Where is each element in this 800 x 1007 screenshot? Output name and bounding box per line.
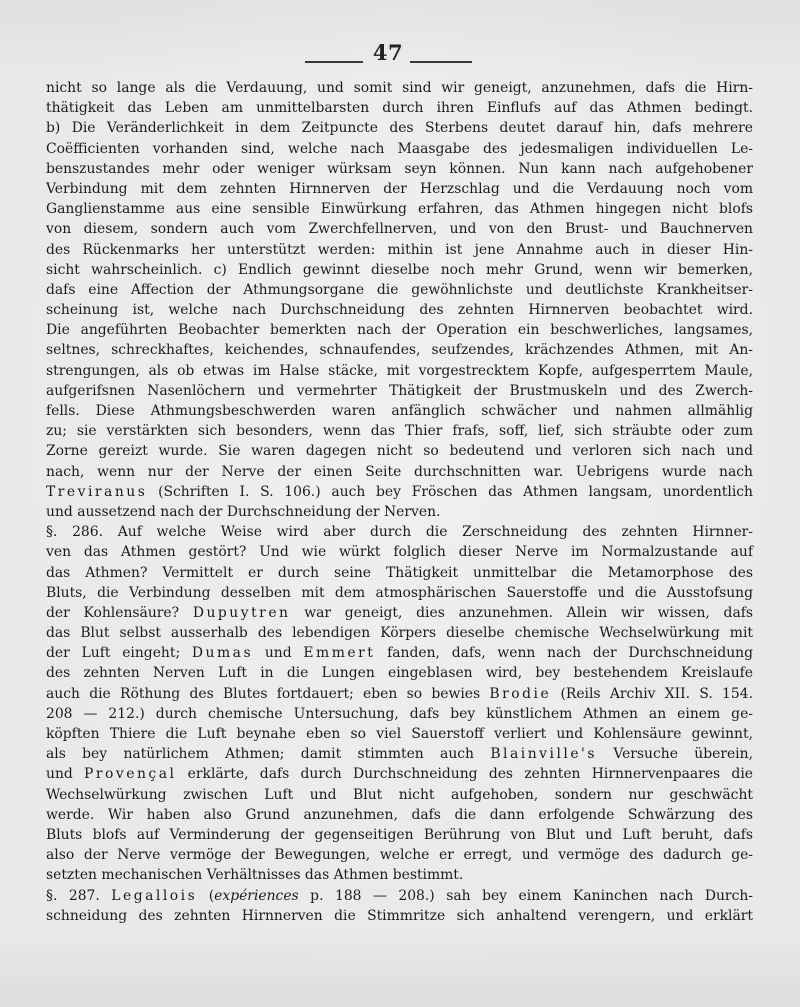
line-text: aufgerifsnen Nasenlöchern und vermehrter Thätigkeit der Brustmuskeln und des Zwerch- bbox=[46, 382, 753, 399]
line-text: thätigkeit das Leben am unmittelbarsten durch ihren Einflufs auf das Athmen bedingt. bbox=[46, 100, 753, 117]
line-text: b) Die Veränderlichkeit in dem Zeitpuncte des Sterbens deutet darauf hin, dafs mehrere bbox=[46, 120, 753, 137]
header-rule-right bbox=[410, 61, 472, 63]
text-line bbox=[46, 78, 753, 98]
line-text: der Kohlensäure? bbox=[46, 604, 193, 621]
text-line bbox=[46, 785, 753, 805]
line-text: Versuche überein, bbox=[597, 746, 753, 763]
text-line bbox=[46, 663, 753, 683]
text-line bbox=[46, 361, 753, 381]
line-text: Zorne gereizt wurde. Sie waren dagegen nicht so bedeutend und verloren sich nach und bbox=[46, 443, 753, 460]
text-line bbox=[46, 583, 753, 603]
line-text: setzten mechanischen Verhältnisses das Athmen bestimmt. bbox=[46, 867, 464, 884]
spaced-name: Dupuytren bbox=[192, 604, 291, 621]
line-text: des Rückenmarks her unterstützt werden: mithin ist jene Annahme auch in dieser Hin- bbox=[46, 241, 753, 258]
text-line bbox=[46, 421, 753, 441]
text-line bbox=[46, 502, 753, 522]
line-text: scheinung ist, welche nach Durchschneidung des zehnten Hirnnerven beobachtet wird. bbox=[46, 302, 753, 319]
line-text: Ganglienstamme aus eine sensible Einwürkung erfahren, das Athmen hingegen nicht blofs bbox=[46, 201, 753, 218]
text-line bbox=[46, 260, 753, 280]
line-text: Bluts, die Verbindung desselben mit dem atmosphärischen Sauerstoffe und die Ausstofsung bbox=[46, 584, 753, 601]
line-text: dafs eine Affection der Athmungsorgane die gewöhnlichste und deutlichste Krankheitser- bbox=[46, 281, 753, 298]
line-text: Coëfficienten vorhanden sind, welche nach Maasgabe des jedesmaligen individuellen Le- bbox=[46, 140, 753, 157]
text-line bbox=[46, 280, 753, 300]
line-text: strengungen, als ob etwas im Halse stäcke, mit vorgestrecktem Kopfe, aufgesperrtem Maule, bbox=[46, 362, 753, 379]
line-text: Wechselwürkung zwischen Luft und Blut nicht aufgehoben, sondern nur geschwächt bbox=[46, 786, 753, 803]
italic-text: expériences bbox=[214, 887, 299, 904]
text-line bbox=[46, 704, 753, 724]
line-text: und bbox=[253, 645, 304, 662]
line-text: köpften Thiere die Luft beynahe eben so viel Sauerstoff verliert und Kohlensäure gewinnt, bbox=[46, 726, 753, 742]
text-line bbox=[46, 845, 753, 865]
page-number: 47 bbox=[372, 40, 404, 65]
text-line bbox=[46, 98, 753, 118]
line-text: seltnes, schreckhaftes, keichendes, schnaufendes, seufzendes, krächzendes Athmen, mit An- bbox=[46, 342, 753, 359]
line-text: Bluts blofs auf Verminderung der gegenseitigen Berührung von Blut und Luft beruht, dafs bbox=[46, 826, 753, 843]
line-text: (Schriften I. S. 106.) auch bey Fröschen das Athmen langsam, unordentlich bbox=[147, 483, 753, 500]
spaced-name: Treviranus bbox=[46, 483, 148, 500]
text-line bbox=[46, 462, 753, 482]
text-line bbox=[46, 179, 753, 199]
text-line bbox=[46, 139, 753, 159]
text-line bbox=[46, 522, 753, 542]
line-text: Die angeführten Beobachter bemerkten nach der Operation ein beschwerliches, langsames, bbox=[46, 322, 753, 339]
line-text: benszustandes mehr oder weniger würksam seyn können. Nun kann nach aufgehobener bbox=[46, 160, 753, 177]
spaced-name: Dumas bbox=[191, 645, 254, 662]
text-line bbox=[46, 482, 753, 502]
spaced-name: Provençal bbox=[84, 766, 177, 783]
text-line bbox=[46, 724, 753, 744]
text-line bbox=[46, 805, 753, 825]
spaced-name: Blainville's bbox=[490, 746, 597, 763]
line-text: zu; sie verstärkten sich besonders, wenn das Thier frafs, soff, lief, sich sträubte oder zum bbox=[46, 423, 753, 440]
body-text bbox=[46, 78, 753, 926]
text-line bbox=[46, 865, 753, 885]
text-line bbox=[46, 886, 753, 906]
text-line bbox=[46, 764, 753, 784]
line-text: sicht wahrscheinlich. c) Endlich gewinnt dieselbe noch mehr Grund, wenn wir bemerken, bbox=[46, 261, 753, 278]
line-text: 208 — 212.) durch chemische Untersuchung, dafs bey künstlichem Athmen an einem ge- bbox=[46, 705, 753, 722]
text-line bbox=[46, 240, 753, 260]
line-text: Verbindung mit dem zehnten Hirnnerven der Herzschlag und die Verdauung noch vom bbox=[46, 180, 753, 197]
text-line bbox=[46, 744, 753, 764]
text-line bbox=[46, 219, 753, 239]
text-line bbox=[46, 563, 753, 583]
line-text: fanden, dafs, wenn nach der Durchschneidung bbox=[375, 645, 753, 662]
text-line bbox=[46, 542, 753, 562]
line-text: schneidung des zehnten Hirnnerven die Stimmritze sich anhaltend verengern, und erklärt bbox=[46, 907, 753, 924]
line-text: (Reils Archiv XII. S. 154. bbox=[551, 685, 753, 702]
text-line bbox=[46, 623, 753, 643]
text-line bbox=[46, 643, 753, 663]
text-line bbox=[46, 906, 753, 926]
text-line bbox=[46, 684, 753, 704]
line-text: als bey natürlichem Athmen; damit stimmten auch bbox=[46, 746, 491, 763]
line-text: war geneigt, dies anzunehmen. Allein wir wissen, dafs bbox=[290, 604, 754, 621]
header-rule-left bbox=[305, 61, 363, 63]
text-line bbox=[46, 199, 753, 219]
line-text: nach, wenn nur der Nerve der einen Seite durchschnitten war. Uebrigens wurde nach bbox=[46, 463, 753, 480]
spaced-name: Brodie bbox=[489, 685, 552, 702]
line-text: des zehnten Nerven Luft in die Lungen eingeblasen wird, bey bestehendem Kreislaufe bbox=[46, 665, 753, 682]
text-line bbox=[46, 118, 753, 138]
line-text: nicht so lange als die Verdauung, und somit sind wir geneigt, anzunehmen, dafs die Hirn- bbox=[46, 80, 753, 96]
line-text: der Luft eingeht; bbox=[46, 645, 192, 662]
line-text: und bbox=[46, 766, 85, 783]
text-line bbox=[46, 441, 753, 461]
spaced-name: Legallois bbox=[111, 887, 198, 904]
page-header bbox=[0, 36, 800, 76]
line-text: fells. Diese Athmungsbeschwerden waren anfänglich schwächer und nahmen allmählig bbox=[46, 403, 753, 419]
text-line bbox=[46, 603, 753, 623]
line-text: ven das Athmen gestört? Und wie würkt folglich dieser Nerve im Normalzustande auf bbox=[46, 544, 753, 561]
line-text: von diesem, sondern auch vom Zwerchfellnerven, und von den Brust- und Bauchnerven bbox=[46, 221, 753, 238]
text-line bbox=[46, 300, 753, 320]
line-text: also der Nerve vermöge der Bewegungen, welche er erregt, und vermöge des dadurch ge- bbox=[46, 847, 753, 864]
line-text: und aussetzend nach der Durchschneidung der Nerven. bbox=[46, 503, 441, 520]
text-line bbox=[46, 320, 753, 340]
text-line bbox=[46, 825, 753, 845]
line-text: §. 286. Auf welche Weise wird aber durch die Zerschneidung des zehnten Hirnner- bbox=[46, 524, 753, 541]
text-line bbox=[46, 381, 753, 401]
line-text: p. 188 — 208.) sah bey einem Kaninchen nach Durch- bbox=[298, 887, 753, 904]
spaced-name: Emmert bbox=[303, 645, 376, 662]
line-text: ( bbox=[197, 887, 215, 904]
line-text: §. 287. bbox=[46, 887, 112, 904]
line-text: das Athmen? Vermittelt er durch seine Thätigkeit unmittelbar die Metamorphose des bbox=[46, 564, 753, 581]
text-line bbox=[46, 340, 753, 360]
line-text: das Blut selbst ausserhalb des lebendigen Körpers dieselbe chemische Wechselwürkung mit bbox=[46, 625, 753, 642]
line-text: auch die Röthung des Blutes fortdauert; eben so bewies bbox=[46, 685, 490, 702]
line-text: erklärte, dafs durch Durchschneidung des zehnten Hirnnervenpaares die bbox=[176, 766, 753, 783]
line-text: werde. Wir haben also Grund anzunehmen, dafs die dann erfolgende Schwärzung des bbox=[46, 806, 753, 823]
text-line bbox=[46, 159, 753, 179]
text-line bbox=[46, 401, 753, 421]
